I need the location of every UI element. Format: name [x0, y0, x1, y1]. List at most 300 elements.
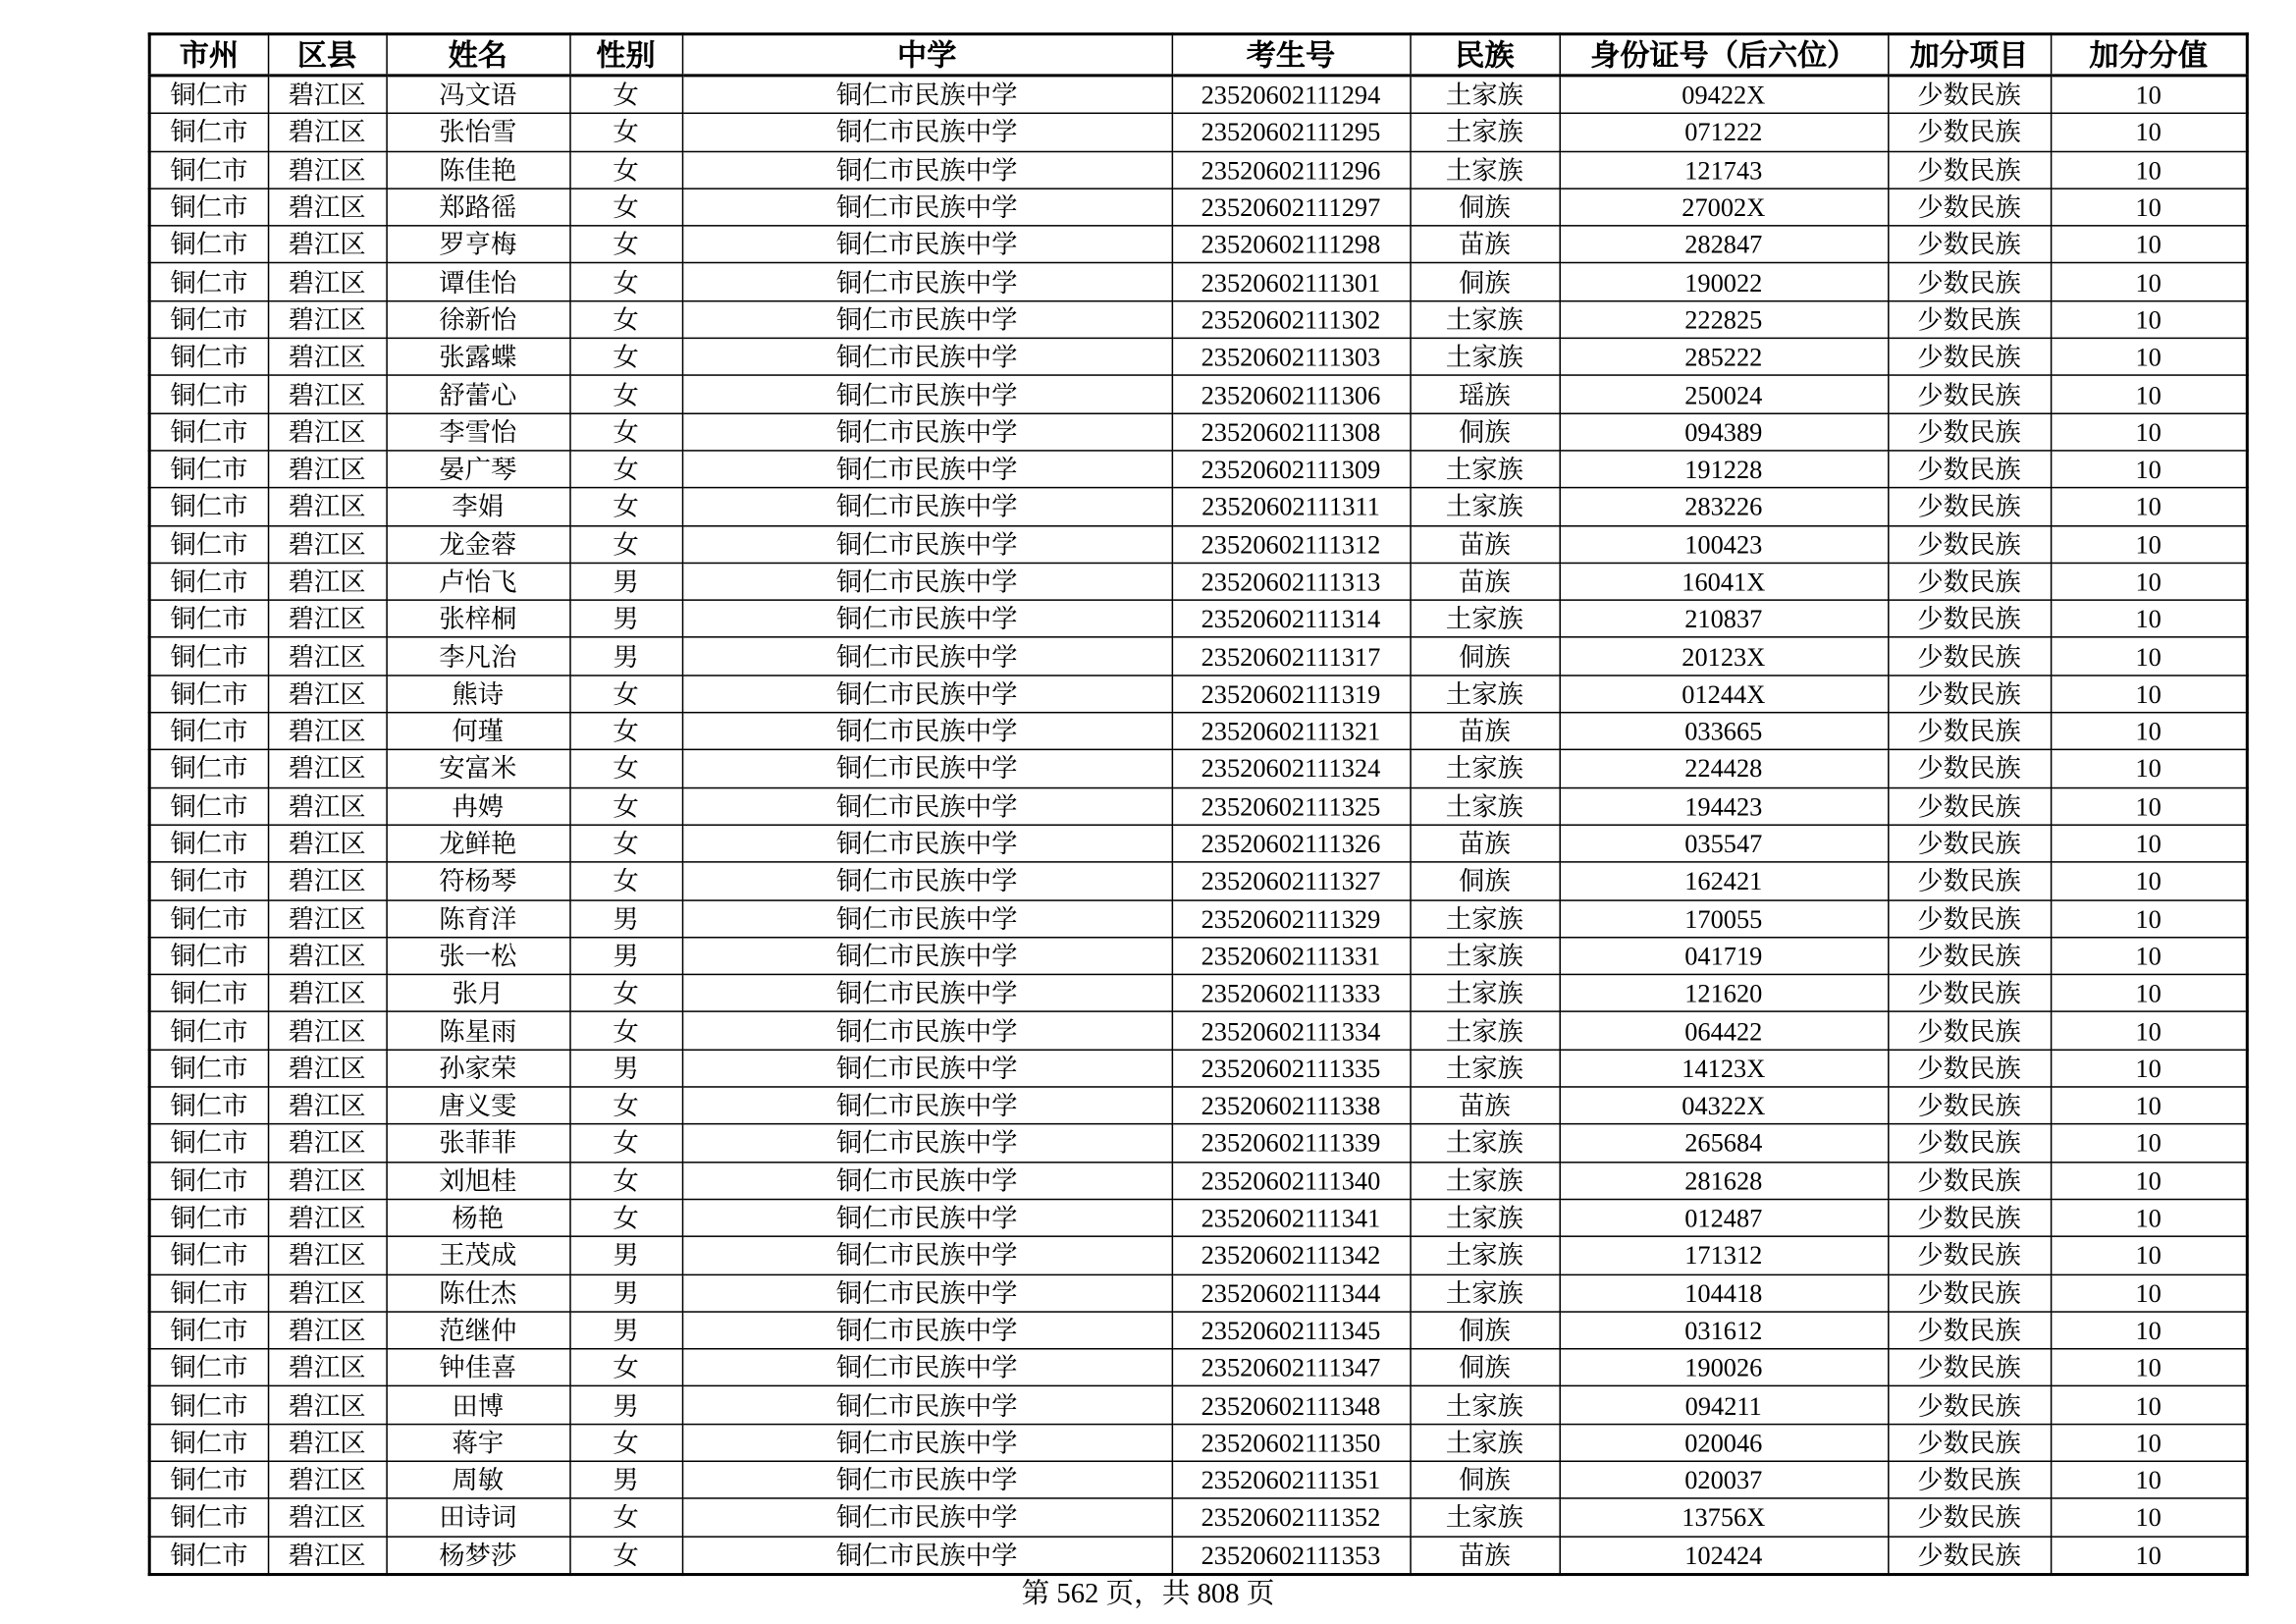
gender-cell: 男: [569, 563, 682, 600]
header-gender: 性别: [569, 34, 682, 76]
gender-cell: 女: [569, 226, 682, 263]
school-cell: 铜仁市民族中学: [682, 1498, 1172, 1536]
ethnicity-cell: 苗族: [1410, 825, 1559, 862]
table-row: [149, 676, 2247, 713]
ethnicity-cell: 苗族: [1410, 563, 1559, 600]
exam-number-cell: 23520602111302: [1172, 300, 1411, 338]
district-cell: 碧江区: [268, 1050, 387, 1087]
exam-number-cell: 23520602111312: [1172, 525, 1411, 563]
id-last-six-cell: 102424: [1559, 1536, 1888, 1574]
header-school: 中学: [682, 34, 1172, 76]
school-cell: 铜仁市民族中学: [682, 600, 1172, 637]
school-cell: 铜仁市民族中学: [682, 862, 1172, 899]
city-cell: 铜仁市: [149, 189, 268, 226]
city-cell: 铜仁市: [149, 1536, 268, 1574]
table-row: [149, 189, 2247, 226]
page-footer: 第 562 页，共 808 页: [1021, 1579, 1275, 1610]
bonus-value-cell: 10: [2051, 76, 2247, 114]
city-cell: 铜仁市: [149, 1312, 268, 1349]
name-cell: 张怡雪: [386, 114, 569, 151]
city-cell: 铜仁市: [149, 376, 268, 413]
bonus-value-cell: 10: [2051, 114, 2247, 151]
bonus-item-cell: 少数民族: [1888, 525, 2051, 563]
city-cell: 铜仁市: [149, 1087, 268, 1124]
name-cell: 陈佳艳: [386, 151, 569, 189]
city-cell: 铜仁市: [149, 76, 268, 114]
bonus-value-cell: 10: [2051, 1424, 2247, 1461]
ethnicity-cell: 土家族: [1410, 1162, 1559, 1199]
bonus-value-cell: 10: [2051, 750, 2247, 787]
bonus-item-cell: 少数民族: [1888, 1312, 2051, 1349]
bonus-item-cell: 少数民族: [1888, 376, 2051, 413]
id-last-six-cell: 035547: [1559, 825, 1888, 862]
id-last-six-cell: 171312: [1559, 1236, 1888, 1273]
city-cell: 铜仁市: [149, 1498, 268, 1536]
bonus-item-cell: 少数民族: [1888, 637, 2051, 675]
city-cell: 铜仁市: [149, 451, 268, 488]
table-row: [149, 1050, 2247, 1087]
bonus-item-cell: 少数民族: [1888, 600, 2051, 637]
ethnicity-cell: 土家族: [1410, 975, 1559, 1012]
name-cell: 罗亨梅: [386, 226, 569, 263]
district-cell: 碧江区: [268, 600, 387, 637]
bonus-value-cell: 10: [2051, 1050, 2247, 1087]
table-row: [149, 1461, 2247, 1498]
table-row: [149, 637, 2247, 675]
id-last-six-cell: 16041X: [1559, 563, 1888, 600]
id-last-six-cell: 012487: [1559, 1199, 1888, 1236]
exam-number-cell: 23520602111333: [1172, 975, 1411, 1012]
bonus-item-cell: 少数民族: [1888, 451, 2051, 488]
bonus-value-cell: 10: [2051, 376, 2247, 413]
exam-number-cell: 23520602111301: [1172, 263, 1411, 300]
name-cell: 蒋宇: [386, 1424, 569, 1461]
ethnicity-cell: 侗族: [1410, 413, 1559, 451]
ethnicity-cell: 土家族: [1410, 937, 1559, 974]
district-cell: 碧江区: [268, 1461, 387, 1498]
bonus-value-cell: 10: [2051, 1087, 2247, 1124]
table-row: [149, 376, 2247, 413]
gender-cell: 女: [569, 300, 682, 338]
name-cell: 徐新怡: [386, 300, 569, 338]
bonus-value-cell: 10: [2051, 937, 2247, 974]
id-last-six-cell: 121620: [1559, 975, 1888, 1012]
table-row: [149, 750, 2247, 787]
bonus-value-cell: 10: [2051, 825, 2247, 862]
name-cell: 龙鲜艳: [386, 825, 569, 862]
id-last-six-cell: 170055: [1559, 899, 1888, 937]
name-cell: 何瑾: [386, 713, 569, 750]
district-cell: 碧江区: [268, 1498, 387, 1536]
bonus-item-cell: 少数民族: [1888, 114, 2051, 151]
gender-cell: 女: [569, 1536, 682, 1574]
name-cell: 孙家荣: [386, 1050, 569, 1087]
ethnicity-cell: 土家族: [1410, 600, 1559, 637]
name-cell: 郑路徭: [386, 189, 569, 226]
district-cell: 碧江区: [268, 1274, 387, 1312]
district-cell: 碧江区: [268, 637, 387, 675]
bonus-item-cell: 少数民族: [1888, 1087, 2051, 1124]
exam-number-cell: 23520602111342: [1172, 1236, 1411, 1273]
exam-number-cell: 23520602111347: [1172, 1349, 1411, 1386]
gender-cell: 女: [569, 189, 682, 226]
gender-cell: 男: [569, 1050, 682, 1087]
city-cell: 铜仁市: [149, 263, 268, 300]
id-last-six-cell: 20123X: [1559, 637, 1888, 675]
exam-number-cell: 23520602111321: [1172, 713, 1411, 750]
bonus-item-cell: 少数民族: [1888, 899, 2051, 937]
exam-number-cell: 23520602111352: [1172, 1498, 1411, 1536]
city-cell: 铜仁市: [149, 975, 268, 1012]
id-last-six-cell: 224428: [1559, 750, 1888, 787]
gender-cell: 女: [569, 1498, 682, 1536]
bonus-value-cell: 10: [2051, 263, 2247, 300]
district-cell: 碧江区: [268, 1386, 387, 1424]
exam-number-cell: 23520602111298: [1172, 226, 1411, 263]
id-last-six-cell: 194423: [1559, 787, 1888, 825]
district-cell: 碧江区: [268, 300, 387, 338]
district-cell: 碧江区: [268, 676, 387, 713]
gender-cell: 女: [569, 151, 682, 189]
table-row: [149, 1162, 2247, 1199]
district-cell: 碧江区: [268, 76, 387, 114]
district-cell: 碧江区: [268, 1087, 387, 1124]
school-cell: 铜仁市民族中学: [682, 975, 1172, 1012]
bonus-value-cell: 10: [2051, 862, 2247, 899]
city-cell: 铜仁市: [149, 226, 268, 263]
city-cell: 铜仁市: [149, 600, 268, 637]
ethnicity-cell: 土家族: [1410, 787, 1559, 825]
city-cell: 铜仁市: [149, 114, 268, 151]
city-cell: 铜仁市: [149, 637, 268, 675]
gender-cell: 女: [569, 1012, 682, 1050]
exam-number-cell: 23520602111294: [1172, 76, 1411, 114]
city-cell: 铜仁市: [149, 488, 268, 525]
bonus-item-cell: 少数民族: [1888, 750, 2051, 787]
table-row: [149, 1236, 2247, 1273]
district-cell: 碧江区: [268, 1012, 387, 1050]
table-row: [149, 1124, 2247, 1162]
bonus-value-cell: 10: [2051, 899, 2247, 937]
ethnicity-cell: 土家族: [1410, 76, 1559, 114]
exam-number-cell: 23520602111314: [1172, 600, 1411, 637]
name-cell: 安富米: [386, 750, 569, 787]
bonus-item-cell: 少数民族: [1888, 76, 2051, 114]
name-cell: 周敏: [386, 1461, 569, 1498]
id-last-six-cell: 033665: [1559, 713, 1888, 750]
bonus-points-table: [148, 32, 2249, 1576]
ethnicity-cell: 侗族: [1410, 189, 1559, 226]
name-cell: 王茂成: [386, 1236, 569, 1273]
district-cell: 碧江区: [268, 1424, 387, 1461]
header-id-last-six: 身份证号（后六位）: [1559, 34, 1888, 76]
city-cell: 铜仁市: [149, 1199, 268, 1236]
school-cell: 铜仁市民族中学: [682, 676, 1172, 713]
bonus-item-cell: 少数民族: [1888, 1536, 2051, 1574]
exam-number-cell: 23520602111311: [1172, 488, 1411, 525]
district-cell: 碧江区: [268, 937, 387, 974]
city-cell: 铜仁市: [149, 151, 268, 189]
gender-cell: 女: [569, 451, 682, 488]
gender-cell: 女: [569, 338, 682, 375]
table-row: [149, 263, 2247, 300]
exam-number-cell: 23520602111350: [1172, 1424, 1411, 1461]
school-cell: 铜仁市民族中学: [682, 1087, 1172, 1124]
exam-number-cell: 23520602111295: [1172, 114, 1411, 151]
city-cell: 铜仁市: [149, 1274, 268, 1312]
school-cell: 铜仁市民族中学: [682, 1424, 1172, 1461]
city-cell: 铜仁市: [149, 525, 268, 563]
id-last-six-cell: 190026: [1559, 1349, 1888, 1386]
exam-number-cell: 23520602111317: [1172, 637, 1411, 675]
bonus-value-cell: 10: [2051, 975, 2247, 1012]
bonus-item-cell: 少数民族: [1888, 300, 2051, 338]
name-cell: 龙金蓉: [386, 525, 569, 563]
district-cell: 碧江区: [268, 1162, 387, 1199]
gender-cell: 男: [569, 937, 682, 974]
table-row: [149, 563, 2247, 600]
table-row: [149, 1087, 2247, 1124]
id-last-six-cell: 27002X: [1559, 189, 1888, 226]
id-last-six-cell: 071222: [1559, 114, 1888, 151]
district-cell: 碧江区: [268, 189, 387, 226]
bonus-value-cell: 10: [2051, 451, 2247, 488]
ethnicity-cell: 瑶族: [1410, 376, 1559, 413]
bonus-item-cell: 少数民族: [1888, 713, 2051, 750]
district-cell: 碧江区: [268, 226, 387, 263]
bonus-value-cell: 10: [2051, 600, 2247, 637]
ethnicity-cell: 侗族: [1410, 1349, 1559, 1386]
bonus-value-cell: 10: [2051, 300, 2247, 338]
bonus-item-cell: 少数民族: [1888, 825, 2051, 862]
city-cell: 铜仁市: [149, 413, 268, 451]
name-cell: 熊诗: [386, 676, 569, 713]
name-cell: 冉娉: [386, 787, 569, 825]
city-cell: 铜仁市: [149, 787, 268, 825]
district-cell: 碧江区: [268, 1199, 387, 1236]
exam-number-cell: 23520602111353: [1172, 1536, 1411, 1574]
gender-cell: 女: [569, 263, 682, 300]
id-last-six-cell: 100423: [1559, 525, 1888, 563]
bonus-item-cell: 少数民族: [1888, 787, 2051, 825]
school-cell: 铜仁市民族中学: [682, 1349, 1172, 1386]
table-row: [149, 1312, 2247, 1349]
city-cell: 铜仁市: [149, 1349, 268, 1386]
district-cell: 碧江区: [268, 525, 387, 563]
bonus-item-cell: 少数民族: [1888, 1236, 2051, 1273]
bonus-item-cell: 少数民族: [1888, 563, 2051, 600]
table-row: [149, 1274, 2247, 1312]
header-exam-number: 考生号: [1172, 34, 1411, 76]
ethnicity-cell: 土家族: [1410, 1498, 1559, 1536]
name-cell: 钟佳喜: [386, 1349, 569, 1386]
bonus-value-cell: 10: [2051, 1199, 2247, 1236]
header-name: 姓名: [386, 34, 569, 76]
bonus-item-cell: 少数民族: [1888, 1386, 2051, 1424]
id-last-six-cell: 020037: [1559, 1461, 1888, 1498]
district-cell: 碧江区: [268, 1312, 387, 1349]
ethnicity-cell: 土家族: [1410, 1424, 1559, 1461]
table-row: [149, 1386, 2247, 1424]
bonus-value-cell: 10: [2051, 1124, 2247, 1162]
gender-cell: 男: [569, 899, 682, 937]
bonus-value-cell: 10: [2051, 488, 2247, 525]
gender-cell: 女: [569, 1424, 682, 1461]
header-city: 市州: [149, 34, 268, 76]
gender-cell: 女: [569, 1087, 682, 1124]
name-cell: 李娟: [386, 488, 569, 525]
table-row: [149, 899, 2247, 937]
district-cell: 碧江区: [268, 787, 387, 825]
school-cell: 铜仁市民族中学: [682, 76, 1172, 114]
bonus-item-cell: 少数民族: [1888, 1349, 2051, 1386]
school-cell: 铜仁市民族中学: [682, 713, 1172, 750]
ethnicity-cell: 土家族: [1410, 1236, 1559, 1273]
school-cell: 铜仁市民族中学: [682, 300, 1172, 338]
ethnicity-cell: 土家族: [1410, 1199, 1559, 1236]
exam-number-cell: 23520602111338: [1172, 1087, 1411, 1124]
exam-number-cell: 23520602111319: [1172, 676, 1411, 713]
bonus-value-cell: 10: [2051, 563, 2247, 600]
gender-cell: 女: [569, 76, 682, 114]
gender-cell: 女: [569, 713, 682, 750]
exam-number-cell: 23520602111306: [1172, 376, 1411, 413]
table-row: [149, 300, 2247, 338]
ethnicity-cell: 土家族: [1410, 451, 1559, 488]
school-cell: 铜仁市民族中学: [682, 1274, 1172, 1312]
bonus-value-cell: 10: [2051, 151, 2247, 189]
school-cell: 铜仁市民族中学: [682, 787, 1172, 825]
name-cell: 刘旭桂: [386, 1162, 569, 1199]
city-cell: 铜仁市: [149, 1461, 268, 1498]
table-row: [149, 114, 2247, 151]
city-cell: 铜仁市: [149, 1050, 268, 1087]
ethnicity-cell: 土家族: [1410, 1050, 1559, 1087]
id-last-six-cell: 283226: [1559, 488, 1888, 525]
school-cell: 铜仁市民族中学: [682, 413, 1172, 451]
id-last-six-cell: 191228: [1559, 451, 1888, 488]
ethnicity-cell: 土家族: [1410, 1386, 1559, 1424]
table-row: [149, 1349, 2247, 1386]
id-last-six-cell: 094389: [1559, 413, 1888, 451]
school-cell: 铜仁市民族中学: [682, 226, 1172, 263]
table-row: [149, 488, 2247, 525]
bonus-value-cell: 10: [2051, 1349, 2247, 1386]
name-cell: 李雪怡: [386, 413, 569, 451]
school-cell: 铜仁市民族中学: [682, 451, 1172, 488]
gender-cell: 女: [569, 1199, 682, 1236]
gender-cell: 女: [569, 1162, 682, 1199]
ethnicity-cell: 侗族: [1410, 1312, 1559, 1349]
bonus-value-cell: 10: [2051, 1162, 2247, 1199]
school-cell: 铜仁市民族中学: [682, 563, 1172, 600]
table-row: [149, 1424, 2247, 1461]
ethnicity-cell: 土家族: [1410, 676, 1559, 713]
school-cell: 铜仁市民族中学: [682, 637, 1172, 675]
district-cell: 碧江区: [268, 151, 387, 189]
city-cell: 铜仁市: [149, 563, 268, 600]
bonus-value-cell: 10: [2051, 413, 2247, 451]
name-cell: 杨艳: [386, 1199, 569, 1236]
gender-cell: 男: [569, 637, 682, 675]
bonus-item-cell: 少数民族: [1888, 1199, 2051, 1236]
id-last-six-cell: 064422: [1559, 1012, 1888, 1050]
table-row: [149, 937, 2247, 974]
school-cell: 铜仁市民族中学: [682, 525, 1172, 563]
name-cell: 李凡治: [386, 637, 569, 675]
district-cell: 碧江区: [268, 975, 387, 1012]
bonus-value-cell: 10: [2051, 1312, 2247, 1349]
city-cell: 铜仁市: [149, 1386, 268, 1424]
school-cell: 铜仁市民族中学: [682, 1199, 1172, 1236]
exam-number-cell: 23520602111334: [1172, 1012, 1411, 1050]
exam-number-cell: 23520602111351: [1172, 1461, 1411, 1498]
bonus-value-cell: 10: [2051, 1274, 2247, 1312]
bonus-value-cell: 10: [2051, 1236, 2247, 1273]
ethnicity-cell: 土家族: [1410, 338, 1559, 375]
gender-cell: 女: [569, 825, 682, 862]
ethnicity-cell: 苗族: [1410, 226, 1559, 263]
name-cell: 范继仲: [386, 1312, 569, 1349]
name-cell: 张月: [386, 975, 569, 1012]
gender-cell: 男: [569, 1274, 682, 1312]
table-row: [149, 1012, 2247, 1050]
bonus-item-cell: 少数民族: [1888, 189, 2051, 226]
ethnicity-cell: 土家族: [1410, 151, 1559, 189]
ethnicity-cell: 土家族: [1410, 750, 1559, 787]
district-cell: 碧江区: [268, 750, 387, 787]
table-row: [149, 825, 2247, 862]
name-cell: 张露蝶: [386, 338, 569, 375]
bonus-value-cell: 10: [2051, 189, 2247, 226]
ethnicity-cell: 苗族: [1410, 1536, 1559, 1574]
ethnicity-cell: 土家族: [1410, 1124, 1559, 1162]
bonus-value-cell: 10: [2051, 1386, 2247, 1424]
gender-cell: 男: [569, 1386, 682, 1424]
table-header-row: [149, 34, 2247, 76]
school-cell: 铜仁市民族中学: [682, 488, 1172, 525]
bonus-value-cell: 10: [2051, 525, 2247, 563]
exam-number-cell: 23520602111327: [1172, 862, 1411, 899]
table-row: [149, 600, 2247, 637]
id-last-six-cell: 14123X: [1559, 1050, 1888, 1087]
ethnicity-cell: 侗族: [1410, 1461, 1559, 1498]
table-row: [149, 1498, 2247, 1536]
name-cell: 冯文语: [386, 76, 569, 114]
name-cell: 田博: [386, 1386, 569, 1424]
table-row: [149, 76, 2247, 114]
exam-number-cell: 23520602111296: [1172, 151, 1411, 189]
school-cell: 铜仁市民族中学: [682, 1461, 1172, 1498]
bonus-value-cell: 10: [2051, 676, 2247, 713]
id-last-six-cell: 222825: [1559, 300, 1888, 338]
ethnicity-cell: 土家族: [1410, 1012, 1559, 1050]
district-cell: 碧江区: [268, 825, 387, 862]
city-cell: 铜仁市: [149, 862, 268, 899]
header-bonus-item: 加分项目: [1888, 34, 2051, 76]
city-cell: 铜仁市: [149, 338, 268, 375]
header-bonus-value: 加分分值: [2051, 34, 2247, 76]
table-row: [149, 413, 2247, 451]
city-cell: 铜仁市: [149, 676, 268, 713]
name-cell: 田诗词: [386, 1498, 569, 1536]
table-row: [149, 525, 2247, 563]
bonus-item-cell: 少数民族: [1888, 413, 2051, 451]
school-cell: 铜仁市民族中学: [682, 338, 1172, 375]
city-cell: 铜仁市: [149, 1424, 268, 1461]
header-district: 区县: [268, 34, 387, 76]
bonus-value-cell: 10: [2051, 787, 2247, 825]
